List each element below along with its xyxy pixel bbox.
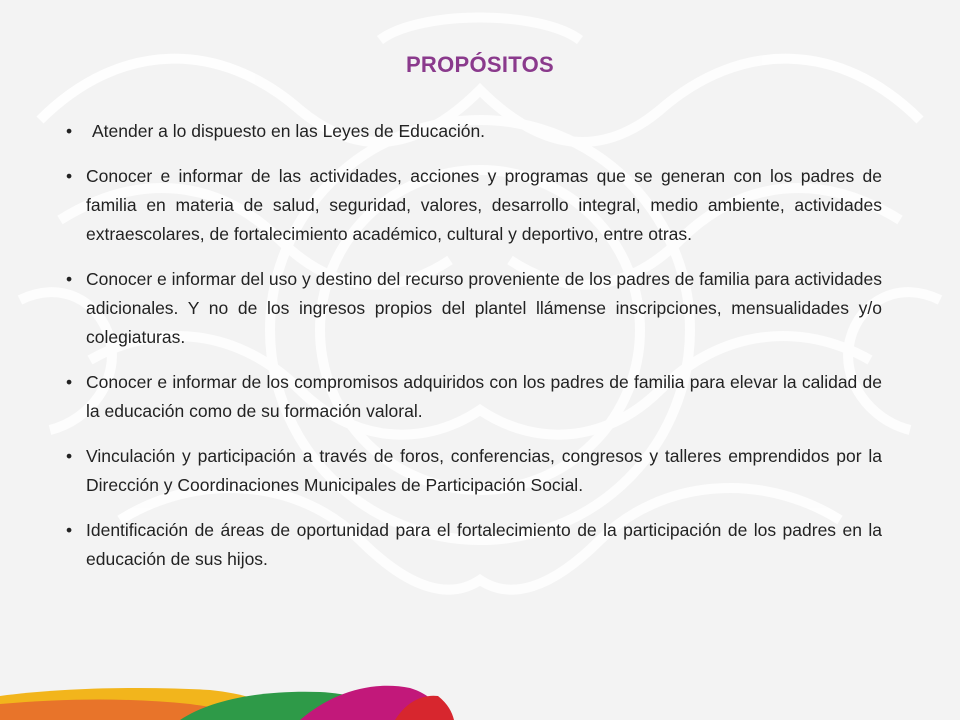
bullet-text: Atender a lo dispuesto en las Leyes de Educación. xyxy=(92,121,486,141)
bullet-glyph: • xyxy=(66,446,73,466)
bullet-glyph: • xyxy=(66,520,73,540)
bullet-glyph: • xyxy=(66,166,73,186)
bullet-text: Conocer e informar de los compromisos adquiridos con los padres de familia para elevar la calidad de la educación como de su formación valoral. xyxy=(86,372,882,421)
bullet-text: Identificación de áreas de oportunidad para el fortalecimiento de la participación de los padres en la educación de sus hijos. xyxy=(86,520,882,569)
bullet-item xyxy=(60,442,882,500)
bullet-item xyxy=(60,265,882,352)
bullet-glyph: • xyxy=(66,121,73,141)
bullet-item xyxy=(60,516,882,574)
bullet-text: Vinculación y participación a través de foros, conferencias, congresos y talleres emprendidos por la Dirección y Coordinaciones Municipales de Participación Social. xyxy=(86,446,882,495)
bullet-item xyxy=(60,117,882,146)
bullet-list xyxy=(60,117,882,590)
bullet-item xyxy=(60,368,882,426)
bullet-glyph: • xyxy=(66,372,73,392)
bullet-text: Conocer e informar del uso y destino del recurso proveniente de los padres de familia para actividades adicionales. Y no de los ingresos propios del plantel llámense inscripciones, mensualidades y/o colegiaturas. xyxy=(86,269,882,347)
bullet-item xyxy=(60,162,882,249)
footer-color-bands xyxy=(0,674,960,720)
bullet-glyph: • xyxy=(66,269,73,289)
slide-title: PROPÓSITOS xyxy=(405,52,555,77)
bullet-text: Conocer e informar de las actividades, acciones y programas que se generan con los padres de familia en materia de salud, seguridad, valores, desarrollo integral, medio ambiente, actividades extraescolares, de fortalecimiento académico, cultural y deportivo, entre otras. xyxy=(86,166,882,244)
